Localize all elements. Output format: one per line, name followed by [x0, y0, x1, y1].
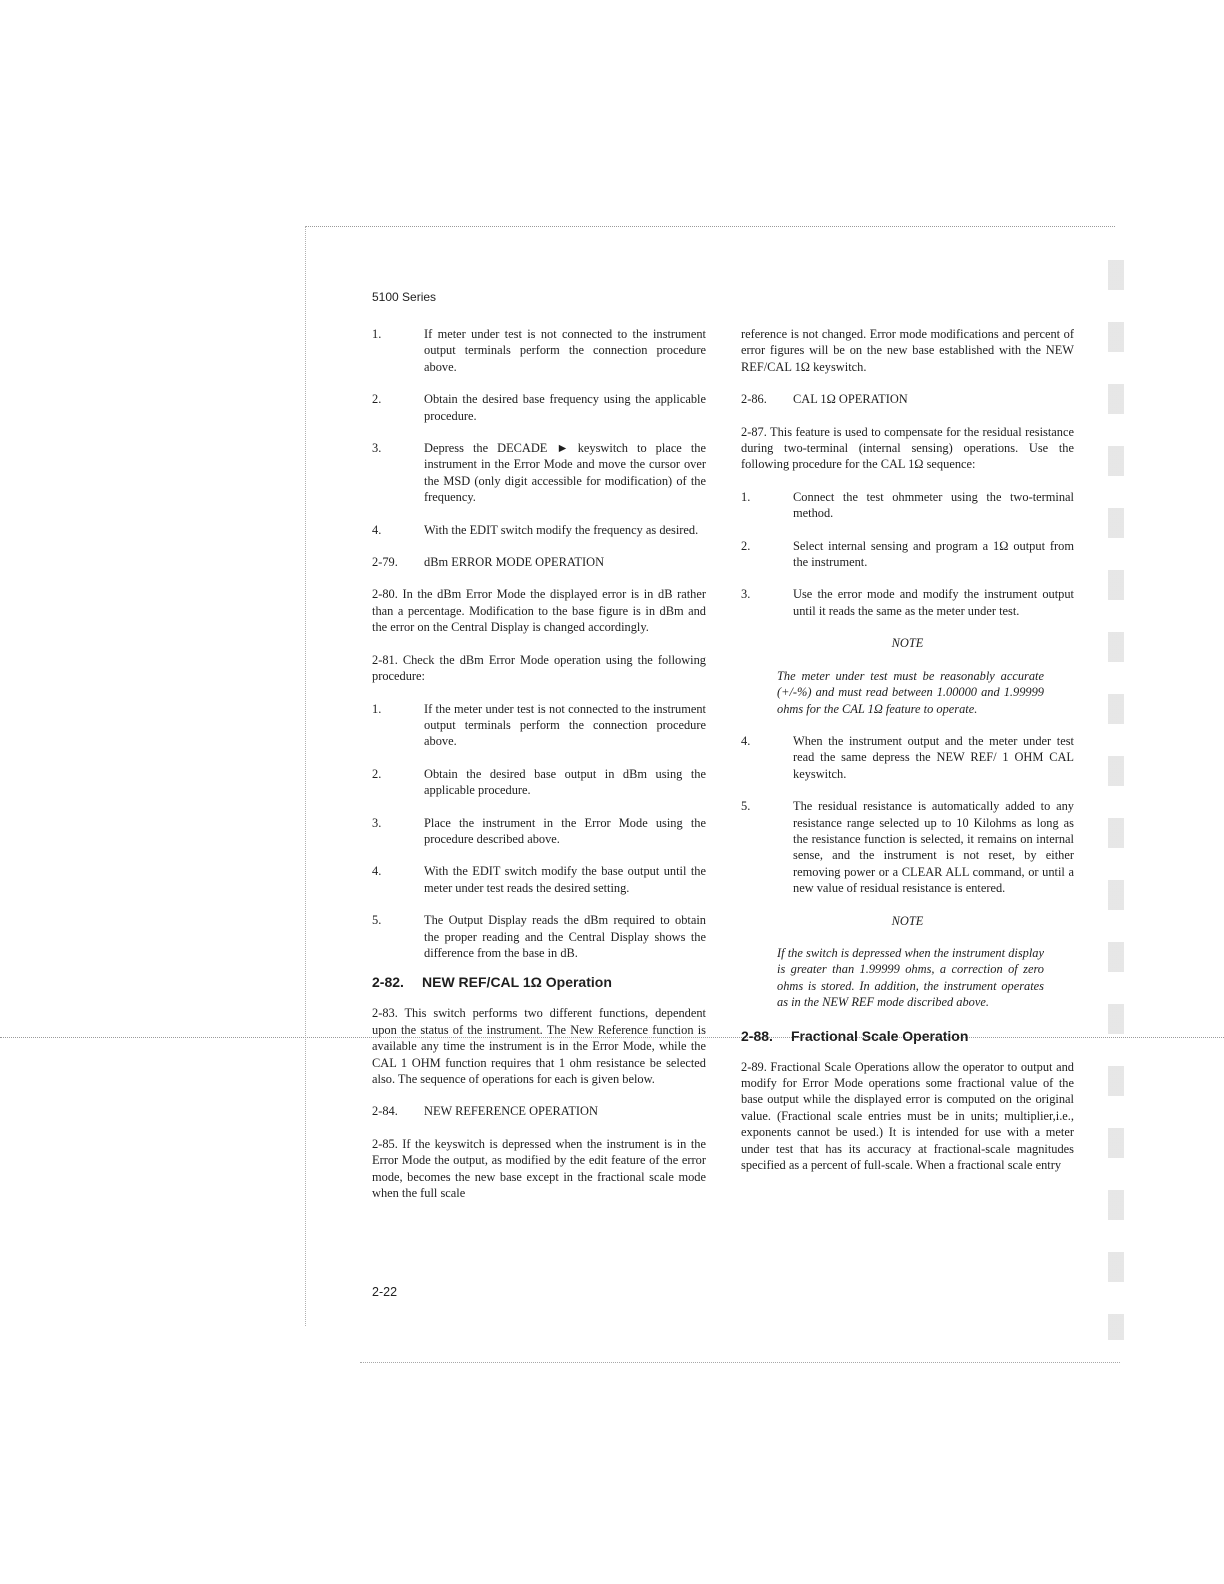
- paragraph: reference is not changed. Error mode modifications and percent of error figures will be on the new base established with the NEW REF/CAL 1Ω keyswitch.: [741, 327, 1074, 374]
- paragraph: 2-83. This switch performs two different functions, dependent upon the status of the instrument. The New Reference function is available any time the instrument is in the Error Mode, while the CAL 1 OHM function requires that 1 ohm resistance be selected also. The sequence of operations for each is given below.: [372, 1006, 706, 1086]
- list-item: 2. Obtain the desired base output in dBm using the applicable procedure.: [372, 766, 706, 798]
- left-column: [372, 326, 706, 1201]
- scan-edge-bottom: [360, 1362, 1120, 1363]
- list-item: 5. The residual resistance is automatically added to any resistance range selected up to 10 Kilohms as long as the resistance function is selected, it remains on internal sense, and the instrument is not reset, by either removing power or a CLEAR ALL command, or until a new value of residual resistance is entered.: [741, 799, 1074, 896]
- list-item: 1. If meter under test is not connected to the instrument output terminals perform the connection procedure above.: [372, 327, 706, 374]
- note-text: If the switch is depressed when the instrument display is greater than 1.99999 ohms, a correction of zero ohms is stored. In addition, the instrument operates as in the NEW REF mode discribed above.: [777, 945, 1044, 1010]
- list-item: 4. With the EDIT switch modify the base output until the meter under test reads the desired setting.: [372, 864, 706, 895]
- section-heading: 2-88. Fractional Scale Operation: [741, 1027, 969, 1044]
- paragraph: 2-87. This feature is used to compensate for the residual resistance during two-terminal (internal sensing) operations. Use the following procedure for the CAL 1Ω sequence:: [741, 424, 1074, 472]
- paragraph: 2-85. If the keyswitch is depressed when the instrument is in the Error Mode the output, as modified by the edit feature of the error mode, becomes the new base except in the fractional scale mode when the full scale: [372, 1136, 706, 1201]
- running-header: 5100 Series: [372, 290, 437, 304]
- section-heading: 2-79. dBm ERROR MODE OPERATION: [372, 555, 605, 570]
- scan-margin-marks: [1108, 250, 1124, 1340]
- list-item: 4. When the instrument output and the meter under test read the same depress the NEW REF/ 1 OHM CAL keyswitch.: [741, 733, 1074, 781]
- list-item: 5. The Output Display reads the dBm required to obtain the proper reading and the Central Display shows the difference from the base in dB.: [372, 913, 706, 960]
- list-item: 4. With the EDIT switch modify the frequency as desired.: [372, 522, 699, 537]
- list-item: 3. Use the error mode and modify the instrument output until it reads the same as the meter under test.: [741, 587, 1074, 618]
- paragraph: 2-81. Check the dBm Error Mode operation using the following procedure:: [372, 652, 706, 684]
- list-item: 2. Select internal sensing and program a 1Ω output from the instrument.: [741, 538, 1074, 570]
- page-number: 2-22: [372, 1285, 398, 1299]
- list-item: 3. Depress the DECADE ► keyswitch to place the instrument in the Error Mode and move the cursor over the MSD (only digit accessible for modification) of the frequency.: [372, 441, 706, 505]
- list-item: 1. If the meter under test is not connected to the instrument output terminals perform the connection procedure above.: [372, 701, 706, 749]
- section-heading: 2-86. CAL 1Ω OPERATION: [741, 392, 908, 407]
- note-title: NOTE: [891, 636, 924, 651]
- section-heading: 2-82. NEW REF/CAL 1Ω Operation: [372, 974, 612, 991]
- note-text: The meter under test must be reasonably accurate (+/-%) and must read between 1.00000 and 1.99999 ohms for the CAL 1Ω feature to operate.: [777, 668, 1044, 716]
- list-item: 1. Connect the test ohmmeter using the two-terminal method.: [741, 489, 1074, 521]
- list-item: 2. Obtain the desired base frequency using the applicable procedure.: [372, 392, 706, 423]
- right-column: [741, 326, 1074, 1173]
- paragraph: 2-89. Fractional Scale Operations allow the operator to output and modify for Error Mode operations some fractional value of the base output while the displayed error is computed on the original value. (Fractional scale entries must be in units; multiplier,i.e., exponents cannot be used.) It is intended for use with a meter under test that has its accuracy at fractional-scale magnitudes specified as a percent of full-scale. When a fractional scale entry: [741, 1059, 1074, 1173]
- list-item: 3. Place the instrument in the Error Mode using the procedure described above.: [372, 815, 706, 846]
- note-title: NOTE: [891, 913, 924, 928]
- section-heading: 2-84. NEW REFERENCE OPERATION: [372, 1104, 598, 1119]
- scan-edge-top: [305, 226, 1115, 227]
- scan-edge-left: [305, 226, 306, 1326]
- paragraph: 2-80. In the dBm Error Mode the displayed error is in dB rather than a percentage. Modification to the base figure is in dBm and the error on the Central Display is changed accordingly.: [372, 587, 706, 635]
